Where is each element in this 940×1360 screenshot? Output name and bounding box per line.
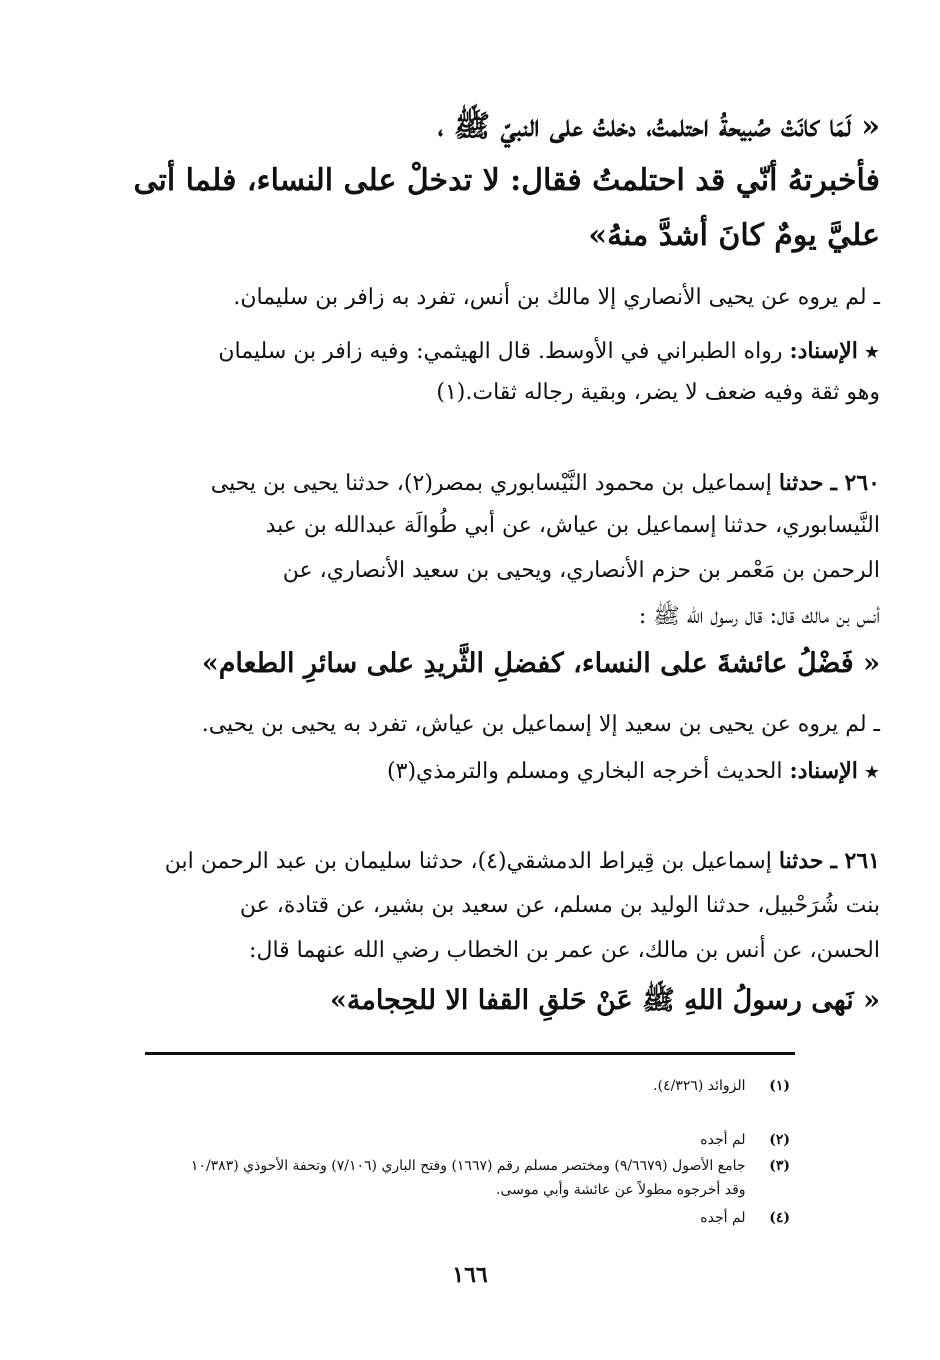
isnad-label: الإسناد: [789, 338, 858, 364]
isnad-text: رواه الطبراني في الأوسط. قال الهيثمي: وفيه زافر بن سليمان [218, 339, 783, 364]
narration-lead: حدثنا [778, 470, 824, 496]
page-number: ١٦٦ [452, 1262, 488, 1288]
chain-text-line: النَّيسابوري، حدثنا إسماعيل بن عياش، عن أبي طُوالَة عبدالله بن عبد [265, 513, 880, 538]
chain-text-line: بنت شُرَحْبيل، حدثنا الوليد بن مسلم، عن سعيد بن بشير، عن قتادة، عن [239, 893, 880, 918]
footnote-text: وقد أخرجوه مطولاً عن عائشة وأبي موسى. [496, 1182, 746, 1198]
footnote [50, 1182, 790, 1198]
footnote [50, 1078, 790, 1094]
footnote-label: (١) [769, 1078, 790, 1094]
chain-text-line: أنس بن مالك قال: قال رسول الله ﷺ : [638, 604, 880, 629]
hadith-entry-261-line [50, 848, 880, 874]
footnote [40, 1158, 790, 1174]
star-icon: ★ [863, 342, 880, 363]
isnad-label: الإسناد: [789, 758, 858, 784]
footnote-text: الزوائد (٤/٣٢٦). [653, 1078, 746, 1094]
narration-lead: حدثنا [778, 848, 824, 874]
star-icon: ★ [863, 762, 880, 783]
hadith-number: ٢٦٠ ـ [830, 470, 880, 496]
hadith-text-line: « لَمَا كانَتْ صُبيحةُ احتلمتُ، دخلتُ على النبيّ ﷺ ، [437, 109, 880, 144]
isnad-text-line: وهو ثقة وفيه ضعف لا يضر، وبقية رجاله ثقات.(١) [436, 380, 880, 405]
chain-text-line: الحسن، عن أنس بن مالك، عن عمر بن الخطاب رضي الله عنهما قال: [249, 938, 880, 963]
footnote-label: (٣) [769, 1158, 790, 1174]
hadith-entry-260-line [50, 470, 880, 496]
narration-note: ـ لم يروه عن يحيى بن سعيد إلا إسماعيل بن عياش، تفرد به يحيى بن يحيى. [201, 712, 880, 737]
chain-text: إسماعيل بن محمود النَّيْسابوري بمصر(٢)، حدثنا يحيى بن يحيى [210, 471, 772, 496]
hadith-text-line: عليَّ يومٌ كانَ أشدَّ منهُ» [588, 218, 880, 253]
chain-text: إسماعيل بن قِيراط الدمشقي(٤)، حدثنا سليمان بن عبد الرحمن ابن [164, 849, 772, 874]
footnote [50, 1210, 790, 1226]
hadith-number: ٢٦١ ـ [830, 848, 880, 874]
footnote-text: لم أجده [700, 1132, 746, 1148]
isnad-line [50, 338, 880, 364]
hadith-text: « فَضْلُ عائشةَ على النساء، كفضلِ الثَّريدِ على سائرِ الطعام» [201, 648, 880, 679]
hadith-text: « نَهى رسولُ اللهِ ﷺ عَنْ حَلقِ القفا الا للحِجامة» [330, 985, 880, 1016]
isnad-text: الحديث أخرجه البخاري ومسلم والترمذي(٣) [387, 759, 783, 784]
isnad-line [50, 758, 880, 784]
footnote-text: لم أجده [700, 1210, 746, 1226]
hadith-text-line: فأخبرتهُ أنّي قد احتلمتُ فقال: لا تدخلْ على النساء، فلما أتى [133, 163, 880, 198]
footnote [50, 1132, 790, 1148]
narration-note: ـ لم يروه عن يحيى الأنصاري إلا مالك بن أنس، تفرد به زافر بن سليمان. [233, 285, 880, 310]
footnote-label: (٤) [769, 1210, 790, 1226]
footnote-separator [145, 1052, 795, 1055]
footnote-label: (٢) [769, 1132, 790, 1148]
chain-text-line: الرحمن بن مَعْمر بن حزم الأنصاري، ويحيى بن سعيد الأنصاري، عن [282, 558, 880, 583]
footnote-text: جامع الأصول (٩/٦٦٧٩) ومختصر مسلم رقم (١٦٦٧) وفتح الباري (٧/١٠٦) وتحفة الأحوذي (١٠/٣٨٣ [190, 1158, 746, 1174]
